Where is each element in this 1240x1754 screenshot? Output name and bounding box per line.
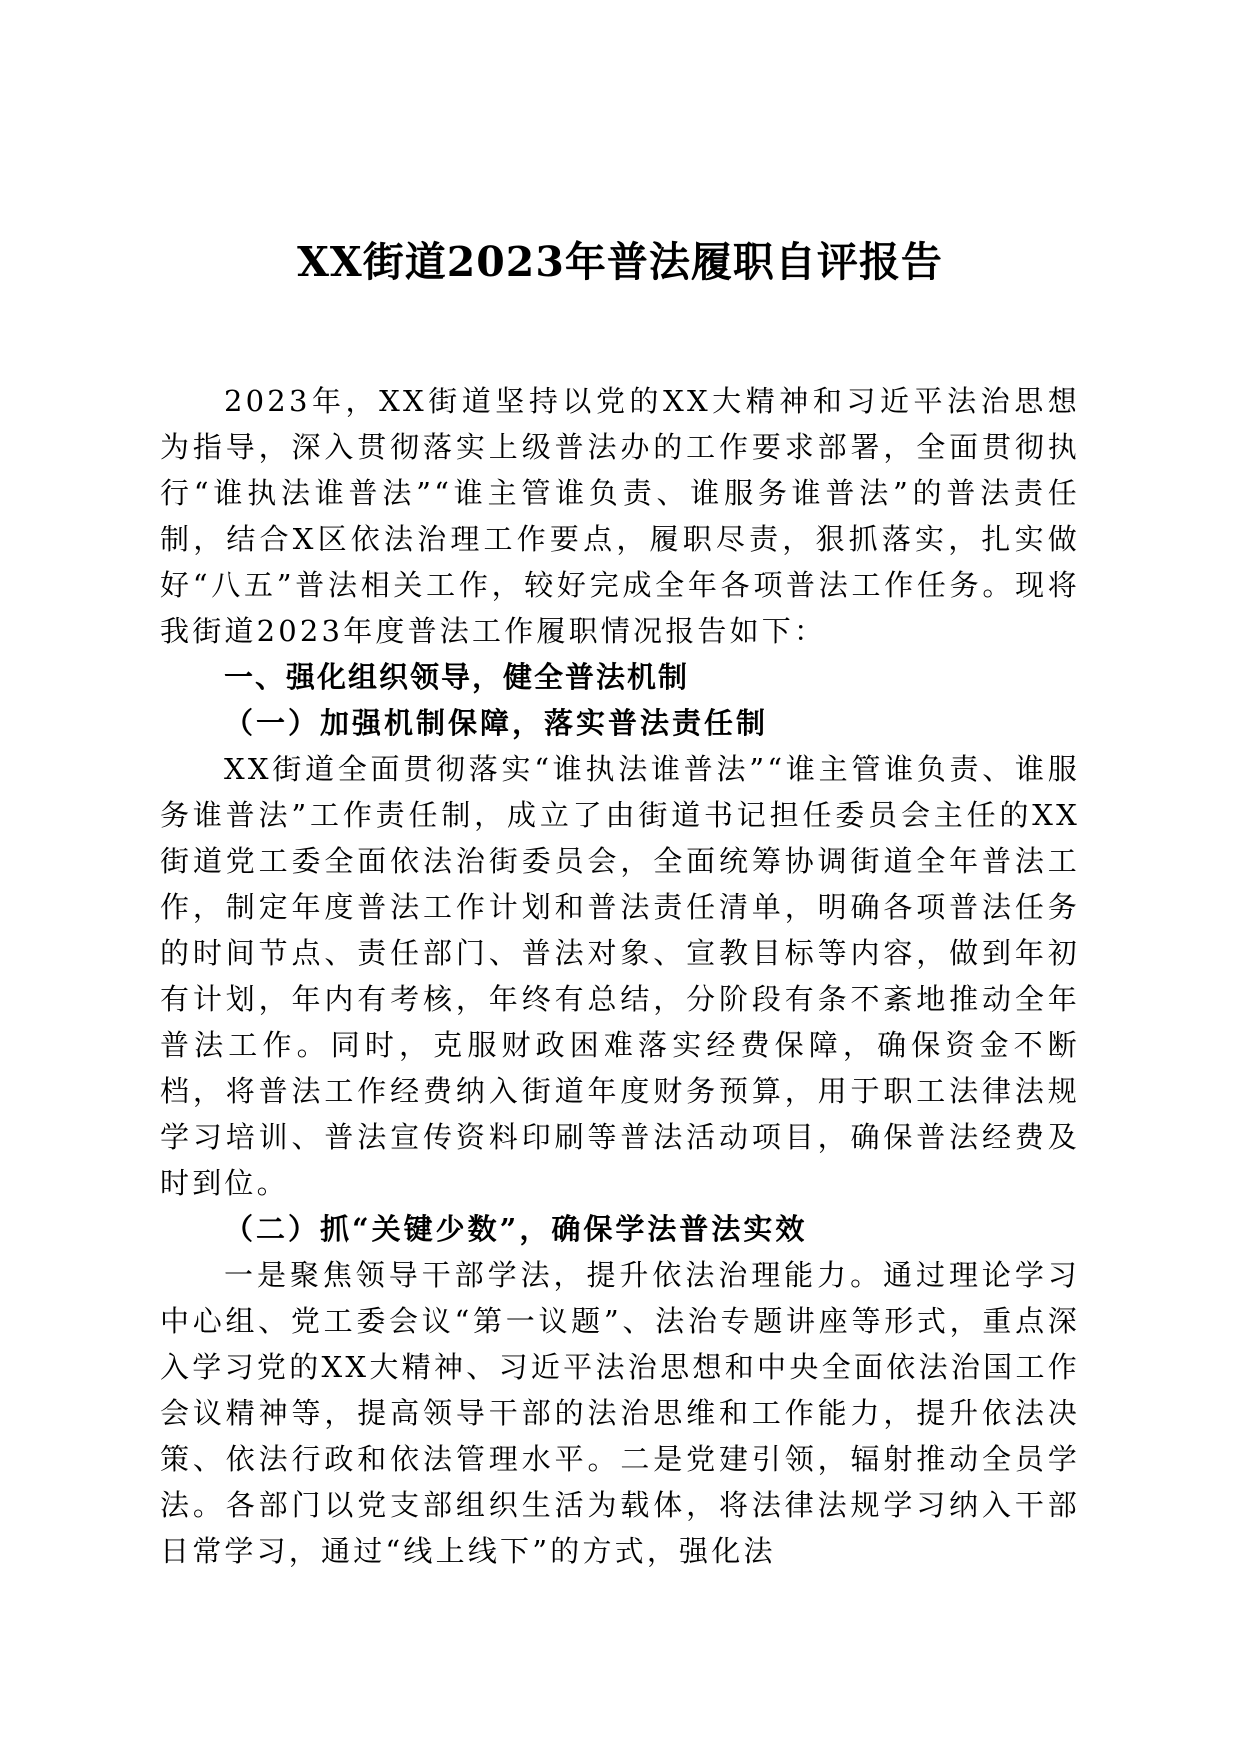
body-paragraph: 一是聚焦领导干部学法，提升依法治理能力。通过理论学习中心组、党工委会议“第一议题”、法治专题讲座等形式，重点深入学习党的XX大精神、习近平法治思想和中央全面依法治国工作会议精神等，提高领导干部的法治思维和工作能力，提升依法决策、依法行政和依法管理水平。二是党建引领，辐射推动全员学法。各部门以党支部组织生活为载体，将法律法规学习纳入干部日常学习，通过“线上线下”的方式，强化法 xyxy=(160,1258,1080,1568)
document-title: XX街道2023年普法履职自评报告 xyxy=(297,238,943,286)
document-body xyxy=(160,378,1080,1574)
intro-paragraph: 2023年，XX街道坚持以党的XX大精神和习近平法治思想为指导，深入贯彻落实上级普法办的工作要求部署，全面贯彻执行“谁执法谁普法”“谁主管谁负责、谁服务谁普法”的普法责任制，结合X区依法治理工作要点，履职尽责，狠抓落实，扎实做好“八五”普法相关工作，较好完成全年各项普法工作任务。现将我街道2023年度普法工作履职情况报告如下： xyxy=(160,384,1080,648)
body-paragraph: XX街道全面贯彻落实“谁执法谁普法”“谁主管谁负责、谁服务谁普法”工作责任制，成立了由街道书记担任委员会主任的XX街道党工委全面依法治街委员会，全面统筹协调街道全年普法工作，制定年度普法工作计划和普法责任清单，明确各项普法任务的时间节点、责任部门、普法对象、宣教目标等内容，做到年初有计划，年内有考核，年终有总结，分阶段有条不紊地推动全年普法工作。同时，克服财政困难落实经费保障，确保资金不断档，将普法工作经费纳入街道年度财务预算，用于职工法律法规学习培训、普法宣传资料印刷等普法活动项目，确保普法经费及时到位。 xyxy=(160,752,1080,1200)
subsection-heading-2: （二）抓“关键少数”，确保学法普法实效 xyxy=(224,1212,808,1246)
subsection-heading-1: （一）加强机制保障，落实普法责任制 xyxy=(224,706,769,740)
section-heading-1: 一、强化组织领导，健全普法机制 xyxy=(224,660,690,694)
